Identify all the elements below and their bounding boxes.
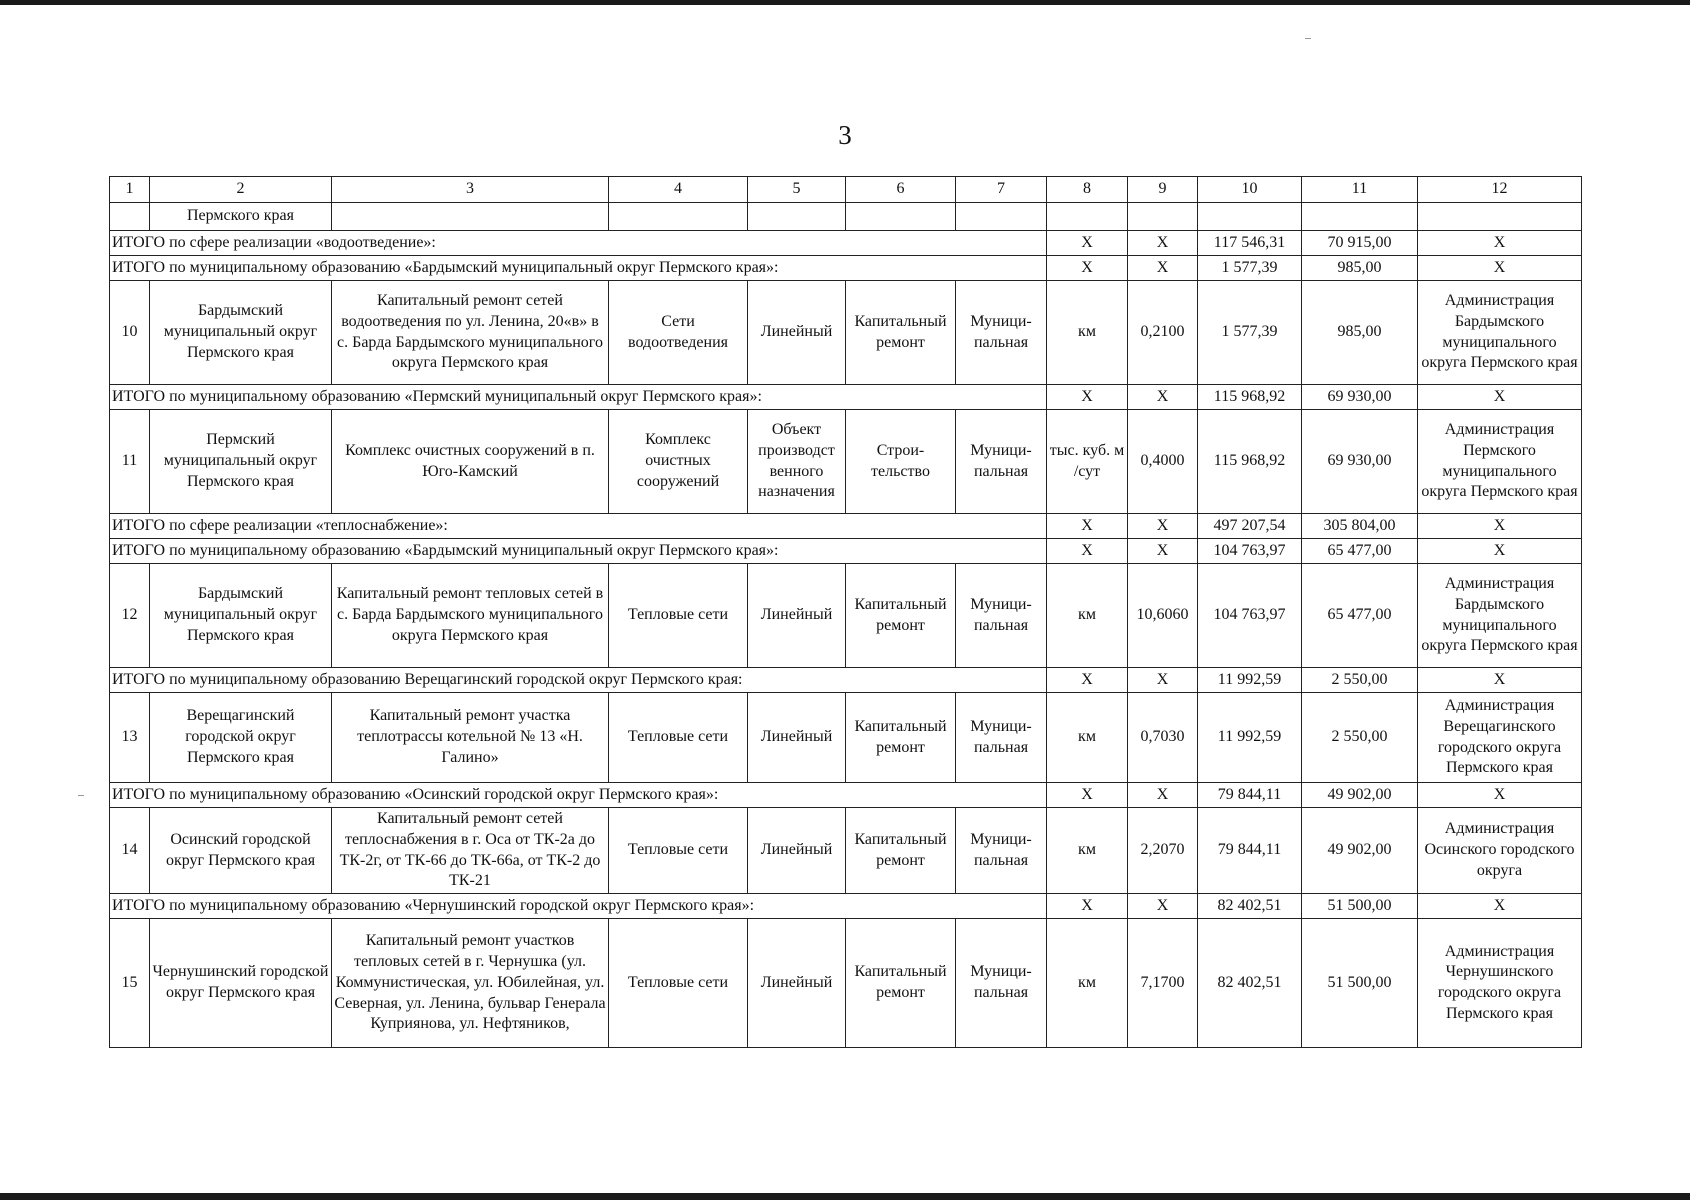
table-cell: Администрация Верещагинского городского округа Пермского края: [1418, 693, 1582, 783]
table-cell: Капитальный ремонт: [846, 808, 956, 894]
scan-mark: [1305, 38, 1311, 39]
table-cell: Капитальный ремонт: [846, 281, 956, 385]
table-cell: Сети водоотведения: [609, 281, 748, 385]
table-cell: 497 207,54: [1198, 514, 1302, 539]
table-cell: 14: [110, 808, 150, 894]
summary-row: [110, 256, 1582, 281]
table-cell: Комплекс очистных сооружений в п. Юго-Камский: [332, 410, 609, 514]
table-cell: [748, 203, 846, 231]
table-cell: 12: [110, 564, 150, 668]
objects-table: [109, 176, 1582, 1048]
table-cell: Х: [1418, 231, 1582, 256]
table-cell: Х: [1418, 385, 1582, 410]
summary-row: [110, 539, 1582, 564]
table-row: [110, 808, 1582, 894]
table-cell: Чернушинский городской округ Пермского края: [150, 919, 332, 1048]
summary-row: [110, 668, 1582, 693]
summary-label: ИТОГО по сфере реализации «водоотведение»:: [110, 231, 1047, 256]
table-cell: Х: [1128, 783, 1198, 808]
table-cell: Капитальный ремонт сетей теплоснабжения в г. Оса от ТК-2а до ТК-2г, от ТК-66 до ТК-66а, от ТК-2 до ТК-21: [332, 808, 609, 894]
table-cell: Х: [1047, 783, 1128, 808]
table-cell: Комплекс очистных сооружений: [609, 410, 748, 514]
table-cell: 11 992,59: [1198, 668, 1302, 693]
table-cell: Строи-тельство: [846, 410, 956, 514]
table-row: [110, 564, 1582, 668]
col-header: 3: [332, 177, 609, 203]
table-cell: Тепловые сети: [609, 919, 748, 1048]
table-cell: 65 477,00: [1302, 564, 1418, 668]
summary-row: [110, 385, 1582, 410]
table-cell: Х: [1418, 256, 1582, 281]
table-cell: Администрация Бардымского муниципального округа Пермского края: [1418, 281, 1582, 385]
table-cell: 10: [110, 281, 150, 385]
table-cell: Тепловые сети: [609, 564, 748, 668]
table-cell: 0,4000: [1128, 410, 1198, 514]
table-cell: Линейный: [748, 564, 846, 668]
table-cell: Линейный: [748, 281, 846, 385]
summary-label: ИТОГО по муниципальному образованию «Осинский городской округ Пермского края»:: [110, 783, 1047, 808]
table-cell: Пермский муниципальный округ Пермского края: [150, 410, 332, 514]
table-cell: [609, 203, 748, 231]
table-cell: 79 844,11: [1198, 808, 1302, 894]
table-cell: 104 763,97: [1198, 564, 1302, 668]
table-cell: Муници-пальная: [956, 693, 1047, 783]
table-cell: Х: [1418, 783, 1582, 808]
continuation-row: [110, 203, 1582, 231]
table-cell: 0,2100: [1128, 281, 1198, 385]
table-cell: Муници-пальная: [956, 564, 1047, 668]
table-cell: 2,2070: [1128, 808, 1198, 894]
table-cell: Х: [1047, 385, 1128, 410]
table-cell: 13: [110, 693, 150, 783]
table-cell: 1 577,39: [1198, 256, 1302, 281]
table-cell: Линейный: [748, 919, 846, 1048]
table-cell: Капитальный ремонт: [846, 564, 956, 668]
table-cell: Х: [1128, 231, 1198, 256]
col-header: 8: [1047, 177, 1128, 203]
table-cell: Х: [1047, 514, 1128, 539]
table-cell: Х: [1128, 514, 1198, 539]
table-cell: 49 902,00: [1302, 783, 1418, 808]
table-cell: Тепловые сети: [609, 808, 748, 894]
table-cell: Х: [1418, 894, 1582, 919]
table-row: [110, 410, 1582, 514]
table-cell: Капитальный ремонт: [846, 919, 956, 1048]
table-cell: Х: [1047, 894, 1128, 919]
table-cell: Х: [1418, 539, 1582, 564]
table-cell: 82 402,51: [1198, 894, 1302, 919]
table-cell: Муници-пальная: [956, 919, 1047, 1048]
table-cell: 79 844,11: [1198, 783, 1302, 808]
scan-edge-bottom: [0, 1193, 1690, 1200]
table-cell: Х: [1128, 894, 1198, 919]
table-cell: Х: [1047, 539, 1128, 564]
table-cell: 117 546,31: [1198, 231, 1302, 256]
table-cell: Администрация Чернушинского городского округа Пермского края: [1418, 919, 1582, 1048]
table-cell: 82 402,51: [1198, 919, 1302, 1048]
summary-label: ИТОГО по муниципальному образованию «Бардымский муниципальный округ Пермского края»:: [110, 256, 1047, 281]
summary-row: [110, 783, 1582, 808]
table-cell: 305 804,00: [1302, 514, 1418, 539]
table-cell: Тепловые сети: [609, 693, 748, 783]
table-cell: км: [1047, 808, 1128, 894]
table-cell: 0,7030: [1128, 693, 1198, 783]
summary-label: ИТОГО по муниципальному образованию «Бардымский муниципальный округ Пермского края»:: [110, 539, 1047, 564]
table-cell: 69 930,00: [1302, 385, 1418, 410]
table-cell: Капитальный ремонт тепловых сетей в с. Барда Бардымского муниципального округа Пермского края: [332, 564, 609, 668]
table-cell: Администрация Пермского муниципального округа Пермского края: [1418, 410, 1582, 514]
summary-label: ИТОГО по муниципальному образованию «Чернушинский городской округ Пермского края»:: [110, 894, 1047, 919]
table-cell: Капитальный ремонт участков тепловых сетей в г. Чернушка (ул. Коммунистическая, ул. Юбилейная, ул. Северная, ул. Ленина, бульвар Генерала Куприянова, ул. Нефтяников,: [332, 919, 609, 1048]
table-cell: Х: [1047, 231, 1128, 256]
table-cell: Капитальный ремонт сетей водоотведения по ул. Ленина, 20«в» в с. Барда Бардымского муниципального округа Пермского края: [332, 281, 609, 385]
table-cell: [1198, 203, 1302, 231]
table-cell: 985,00: [1302, 256, 1418, 281]
table-cell: Верещагинский городской округ Пермского края: [150, 693, 332, 783]
col-header: 12: [1418, 177, 1582, 203]
table-row: [110, 919, 1582, 1048]
table-cell: Х: [1128, 385, 1198, 410]
table-cell: Бардымский муниципальный округ Пермского края: [150, 564, 332, 668]
table-cell: [846, 203, 956, 231]
table-cell: 10,6060: [1128, 564, 1198, 668]
table-cell: Администрация Бардымского муниципального округа Пермского края: [1418, 564, 1582, 668]
col-header: 2: [150, 177, 332, 203]
table-cell: Объект производст венного назначения: [748, 410, 846, 514]
col-header: 6: [846, 177, 956, 203]
page-number: 3: [838, 120, 852, 150]
summary-label: ИТОГО по муниципальному образованию «Пермский муниципальный округ Пермского края»:: [110, 385, 1047, 410]
table-cell: км: [1047, 281, 1128, 385]
table-cell: [1418, 203, 1582, 231]
summary-row: [110, 231, 1582, 256]
table-cell: 11: [110, 410, 150, 514]
col-header: 7: [956, 177, 1047, 203]
table-cell: Осинский городской округ Пермского края: [150, 808, 332, 894]
summary-row: [110, 514, 1582, 539]
table-cell: 65 477,00: [1302, 539, 1418, 564]
table-cell: [110, 203, 150, 231]
table-cell: Х: [1418, 514, 1582, 539]
col-header: 10: [1198, 177, 1302, 203]
col-header: 11: [1302, 177, 1418, 203]
table-cell: Капитальный ремонт: [846, 693, 956, 783]
table-cell: [332, 203, 609, 231]
table-cell: тыс. куб. м /сут: [1047, 410, 1128, 514]
table-cell: 1 577,39: [1198, 281, 1302, 385]
table-cell: [1128, 203, 1198, 231]
table-cell: Администрация Осинского городского округа: [1418, 808, 1582, 894]
scan-mark: [78, 795, 84, 796]
table-cell: Х: [1128, 668, 1198, 693]
table-cell: Муници-пальная: [956, 808, 1047, 894]
table-cell: Линейный: [748, 808, 846, 894]
table-cell: Муници-пальная: [956, 281, 1047, 385]
header-row: [110, 177, 1582, 203]
table-cell: [1302, 203, 1418, 231]
table-cell: 51 500,00: [1302, 894, 1418, 919]
table-cell: 104 763,97: [1198, 539, 1302, 564]
table-cell: Х: [1047, 256, 1128, 281]
table-cell: Х: [1128, 539, 1198, 564]
col-header: 5: [748, 177, 846, 203]
summary-label: ИТОГО по муниципальному образованию Верещагинский городской округ Пермского края:: [110, 668, 1047, 693]
summary-label: ИТОГО по сфере реализации «теплоснабжение»:: [110, 514, 1047, 539]
table-cell: Капитальный ремонт участка теплотрассы котельной № 13 «Н. Галино»: [332, 693, 609, 783]
table-cell: Х: [1047, 668, 1128, 693]
table-cell: [956, 203, 1047, 231]
table-cell: Бардымский муниципальный округ Пермского края: [150, 281, 332, 385]
table-cell: 15: [110, 919, 150, 1048]
table-cell: 51 500,00: [1302, 919, 1418, 1048]
table-cell: 985,00: [1302, 281, 1418, 385]
table-cell: Х: [1128, 256, 1198, 281]
col-header: 4: [609, 177, 748, 203]
col-header: 9: [1128, 177, 1198, 203]
table-cell: 49 902,00: [1302, 808, 1418, 894]
table-cell: 115 968,92: [1198, 410, 1302, 514]
table-cell: 2 550,00: [1302, 693, 1418, 783]
table-cell: км: [1047, 564, 1128, 668]
table-row: [110, 281, 1582, 385]
table-cell: км: [1047, 693, 1128, 783]
table-cell: Муници-пальная: [956, 410, 1047, 514]
table-cell: Пермского края: [150, 203, 332, 231]
table-cell: км: [1047, 919, 1128, 1048]
summary-row: [110, 894, 1582, 919]
table-row: [110, 693, 1582, 783]
table-cell: 2 550,00: [1302, 668, 1418, 693]
col-header: 1: [110, 177, 150, 203]
table-cell: 11 992,59: [1198, 693, 1302, 783]
table-cell: Х: [1418, 668, 1582, 693]
table-cell: 69 930,00: [1302, 410, 1418, 514]
table-cell: Линейный: [748, 693, 846, 783]
table-cell: [1047, 203, 1128, 231]
table-cell: 7,1700: [1128, 919, 1198, 1048]
table-cell: 115 968,92: [1198, 385, 1302, 410]
table-cell: 70 915,00: [1302, 231, 1418, 256]
scan-edge-top: [0, 0, 1690, 5]
